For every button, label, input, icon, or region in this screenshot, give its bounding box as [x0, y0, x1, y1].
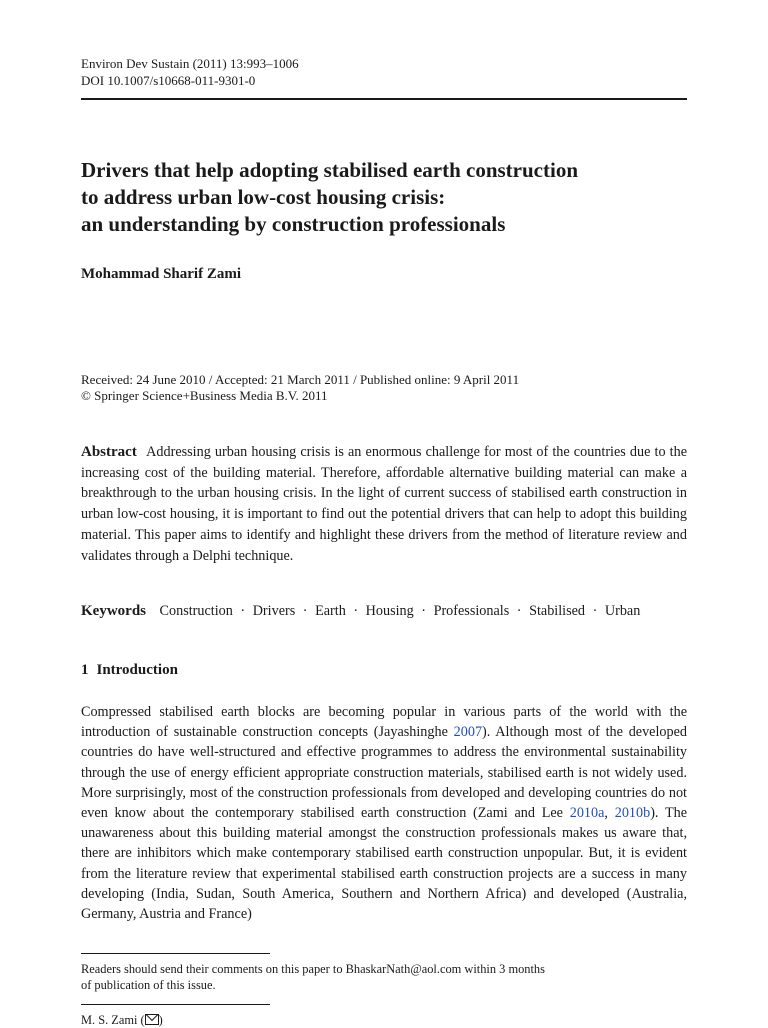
footnote-rule: [81, 953, 270, 954]
keyword-separator: ·: [353, 603, 359, 619]
title-line-2: to address urban low-cost housing crisis:: [81, 185, 446, 209]
author-name: Mohammad Sharif Zami: [81, 266, 242, 282]
footnote-line-1: Readers should send their comments on this paper to BhaskarNath@aol.com within 3 months: [81, 962, 545, 976]
keyword-item: Housing: [365, 603, 414, 619]
keyword-item: Urban: [604, 603, 641, 619]
section-title: Introduction: [96, 662, 178, 678]
abstract-label: Abstract: [81, 444, 137, 460]
abstract-text: Addressing urban housing crisis is an enormous challenge for most of the countries due to the increasing cost of the building material. Therefore, affordable alternative building material can make a breakthrough to the urban housing crisis. In the light of current success of stabilised earth construction in urban low-cost housing, it is important to find out the potential drivers that can help to adopt this building material. This paper aims to identify and highlight these drivers from the method of literature review and validates through a Delphi technique.: [81, 444, 687, 564]
intro-text: Compressed stabilised earth blocks are becoming popular in various parts of the world with the introduction of sustainable construction concepts (Jayashinghe: [81, 704, 687, 741]
affiliation-close: ): [158, 1013, 163, 1027]
citation-link-zami-2010a[interactable]: 2010a: [569, 805, 605, 822]
citation-link-zami-2010b[interactable]: 2010b: [614, 805, 651, 822]
keyword-separator: ·: [302, 603, 308, 619]
keyword-separator: ·: [421, 603, 427, 619]
intro-text: ). The unawareness about this building material amongst the construction professionals makes us aware that, there are inhibitors which make contemporary stabilised earth construction unpopular. But, it is evident from the literature review that experimental stabilised earth construction projects are a success in many developing (India, Sudan, South America, Southern and Northern Africa) and developed (Australia, Germany, Austria and France): [81, 805, 688, 923]
intro-text: ). Although most of the developed countries do have well-structured and effective programmes to address the environmental sustainability through the use of energy efficient appropriate construction materials, stabilised earth is not widely used. More surprisingly, most of the construction professionals from developed and developing countries do not even know about the contemporary stabilised earth construction (Zami and Lee: [81, 724, 687, 822]
journal-doi: DOI 10.1007/s10668-011-9301-0: [81, 73, 256, 88]
publication-history: Received: 24 June 2010 / Accepted: 21 March 2011 / Published online: 9 April 2011: [81, 372, 520, 387]
title-line-3: an understanding by construction professionals: [81, 212, 506, 236]
introduction-paragraph: [81, 702, 687, 924]
paper-title: [81, 157, 701, 238]
section-heading-introduction: [81, 662, 178, 679]
affiliation-name: M. S. Zami (: [81, 1013, 145, 1027]
keyword-separator: ·: [592, 603, 598, 619]
citation-separator: ,: [604, 805, 615, 822]
envelope-icon: [145, 1014, 159, 1025]
keyword-separator: ·: [516, 603, 522, 619]
keyword-item: Construction: [159, 603, 233, 619]
keyword-item: Drivers: [252, 603, 296, 619]
affiliation-rule: [81, 1004, 270, 1005]
keywords: [81, 601, 687, 621]
title-line-1: Drivers that help adopting stabilised earth construction: [81, 158, 579, 182]
keyword-separator: ·: [240, 603, 246, 619]
author-affiliation: [81, 1012, 163, 1028]
journal-info: [81, 55, 299, 89]
keyword-item: Stabilised: [529, 603, 586, 619]
section-number: 1: [81, 662, 89, 678]
copyright-notice: © Springer Science+Business Media B.V. 2011: [81, 388, 328, 403]
keyword-item: Professionals: [433, 603, 510, 619]
header-rule: [81, 98, 687, 100]
citation-link-jayashinghe-2007[interactable]: 2007: [453, 724, 483, 741]
keyword-item: Earth: [315, 603, 346, 619]
footnote-line-2: of publication of this issue.: [81, 978, 216, 992]
footnote: [81, 961, 687, 993]
publication-dates: [81, 372, 519, 404]
keywords-label: Keywords: [81, 603, 146, 619]
abstract: [81, 442, 687, 566]
journal-citation: Environ Dev Sustain (2011) 13:993–1006: [81, 56, 299, 71]
